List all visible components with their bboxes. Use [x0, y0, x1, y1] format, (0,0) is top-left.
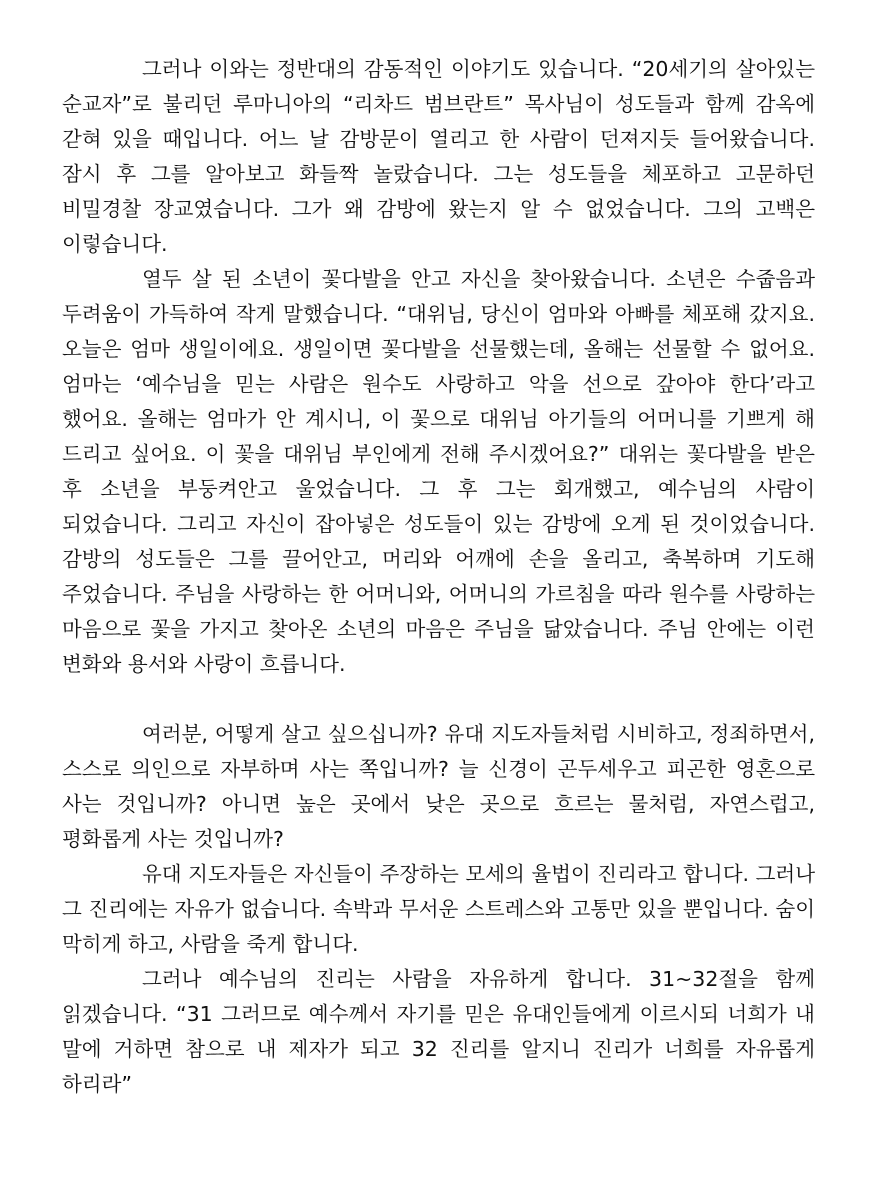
- paragraph-boy-flowers: 열두 살 된 소년이 꽃다발을 안고 자신을 찾아왔습니다. 소년은 수줍음과 두려움이 가득하여 작게 말했습니다. “대위님, 당신이 엄마와 아빠를 체포해 갔지요. 오늘은 엄마 생일이에요. 생일이면 꽃다발을 선물했는데, 올해는 선물할 수 없어요. 엄마는 ‘예수님을 믿는 사람은 원수도 사랑하고 악을 선으로 갚아야 한다’라고 했어요. 올해는 엄마가 안 계시니, 이 꽃으로 대위님 아기들의 어머니를 기쁘게 해 드리고 싶어요. 이 꽃을 대위님 부인에게 전해 주시겠어요?” 대위는 꽃다발을 받은 후 소년을 부둥켜안고 울었습니다. 그 후 그는 회개했고, 예수님의 사람이 되었습니다. 그리고 자신이 잡아넣은 성도들이 있는 감방에 오게 된 것이었습니다. 감방의 성도들은 그를 끌어안고, 머리와 어깨에 손을 올리고, 축복하며 기도해 주었습니다. 주님을 사랑하는 한 어머니와, 어머니의 가르침을 따라 원수를 사랑하는 마음으로 꽃을 가지고 찾아온 소년의 마음은 주님을 닮았습니다. 주님 안에는 이런 변화와 용서와 사랑이 흐릅니다.: [62, 267, 815, 676]
- paragraph-question: 여러분, 어떻게 살고 싶으십니까? 유대 지도자들처럼 시비하고, 정죄하면서, 스스로 의인으로 자부하며 사는 쪽입니까? 늘 신경이 곤두세우고 피곤한 영혼으로 사는 것입니까? 아니면 높은 곳에서 낮은 곳으로 흐르는 물처럼, 자연스럽고, 평화롭게 사는 것입니까?: [62, 722, 815, 851]
- paragraph-bumbrant-story: 그러나 이와는 정반대의 감동적인 이야기도 있습니다. “20세기의 살아있는 순교자”로 불리던 루마니아의 “리차드 범브란트” 목사님이 성도들과 함께 감옥에 갇혀 있을 때입니다. 어느 날 감방문이 열리고 한 사람이 던져지듯 들어왔습니다. 잠시 후 그를 알아보고 화들짝 놀랐습니다. 그는 성도들을 체포하고 고문하던 비밀경찰 장교였습니다. 그가 왜 감방에 왔는지 알 수 없었습니다. 그의 고백은 이렇습니다.: [62, 57, 815, 256]
- paragraph-gap: [62, 682, 815, 717]
- paragraph-law-truth: 유대 지도자들은 자신들이 주장하는 모세의 율법이 진리라고 합니다. 그러나 그 진리에는 자유가 없습니다. 속박과 무서운 스트레스와 고통만 있을 뿐입니다. 숨이 막히게 하고, 사람을 죽게 합니다.: [62, 862, 815, 956]
- paragraph-jesus-truth: 그러나 예수님의 진리는 사람을 자유하게 합니다. 31~32절을 함께 읽겠습니다. “31 그러므로 예수께서 자기를 믿은 유대인들에게 이르시되 너희가 내 말에 거하면 참으로 내 제자가 되고 32 진리를 알지니 진리가 너희를 자유롭게 하리라”: [62, 967, 815, 1096]
